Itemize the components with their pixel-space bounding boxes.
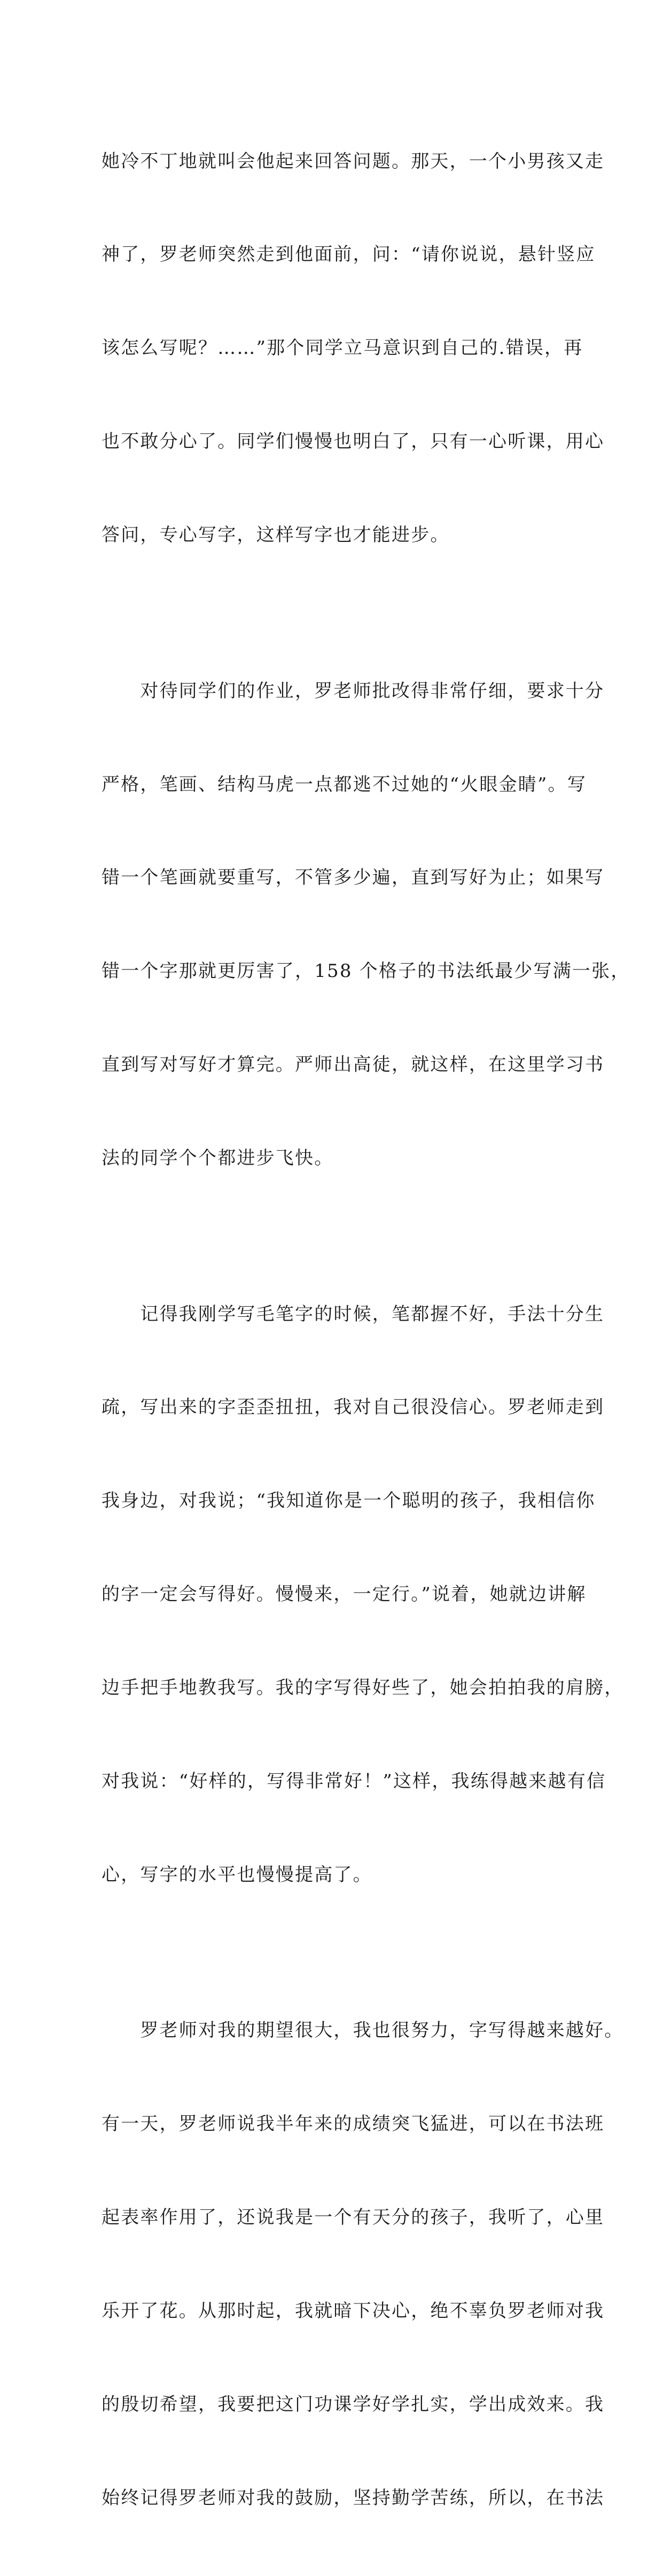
paragraph-1 [102, 83, 605, 613]
text-line: 严格，笔画、结构马虎一点都逃不过她的“火眼金睛”。写 [102, 773, 587, 795]
text-line: 乐开了花。从那时起，我就暗下决心，绝不辜负罗老师对我 [102, 2300, 605, 2322]
paragraph-4 [102, 1953, 624, 2576]
text-line: 的殷切希望，我要把这门功课学好学扎实，学出成效来。我 [102, 2393, 605, 2415]
text-line: 她冷不丁地就叫会他起来回答问题。那天，一个小男孩又走 [102, 150, 605, 172]
text-line: 的字一定会写得好。慢慢来，一定行。”说着，她就边讲解 [102, 1584, 587, 1605]
text-line: 记得我刚学写毛笔字的时候，笔都握不好，手法十分生 [102, 1303, 605, 1325]
text-line: 错一个字那就更厉害了，158 个格子的书法纸最少写满一张， [102, 960, 630, 982]
text-line: 该怎么写呢？……”那个同学立马意识到自己的.错误，再 [102, 337, 583, 359]
paragraph-3 [102, 1236, 624, 1953]
text-line: 错一个笔画就要重写，不管多少遍，直到写好为止；如果写 [102, 867, 605, 889]
text-line: 心，写字的水平也慢慢提高了。 [102, 1864, 372, 1886]
text-line: 有一天，罗老师说我半年来的成绩突飞猛进，可以在书法班 [102, 2113, 605, 2135]
paragraph-2 [102, 613, 630, 1236]
text-line: 神了，罗老师突然走到他面前，问：“请你说说，悬针竖应 [102, 244, 596, 266]
text-line: 法的同学个个都进步飞快。 [102, 1147, 334, 1169]
text-line: 也不敢分心了。同学们慢慢也明白了，只有一心听课，用心 [102, 431, 605, 453]
text-line: 我身边，对我说；“我知道你是一个聪明的孩子，我相信你 [102, 1490, 596, 1512]
text-line: 对待同学们的作业，罗老师批改得非常仔细，要求十分 [102, 680, 605, 702]
text-line: 答问，专心写字，这样写字也才能进步。 [102, 524, 450, 546]
text-line: 起表率作用了，还说我是一个有天分的孩子，我听了，心里 [102, 2207, 605, 2229]
text-line: 疏，写出来的字歪歪扭扭，我对自己很没信心。罗老师走到 [102, 1396, 605, 1418]
text-line: 边手把手地教我写。我的字写得好些了，她会拍拍我的肩膀， [102, 1677, 624, 1699]
text-line: 对我说：“好样的，写得非常好！”这样，我练得越来越有信 [102, 1771, 606, 1793]
document-body [102, 83, 630, 2576]
text-line: 始终记得罗老师对我的鼓励，坚持勤学苦练，所以，在书法 [102, 2487, 605, 2509]
text-line: 直到写对写好才算完。严师出高徒，就这样，在这里学习书 [102, 1054, 605, 1076]
text-line: 罗老师对我的期望很大，我也很努力，字写得越来越好。 [102, 2020, 624, 2042]
